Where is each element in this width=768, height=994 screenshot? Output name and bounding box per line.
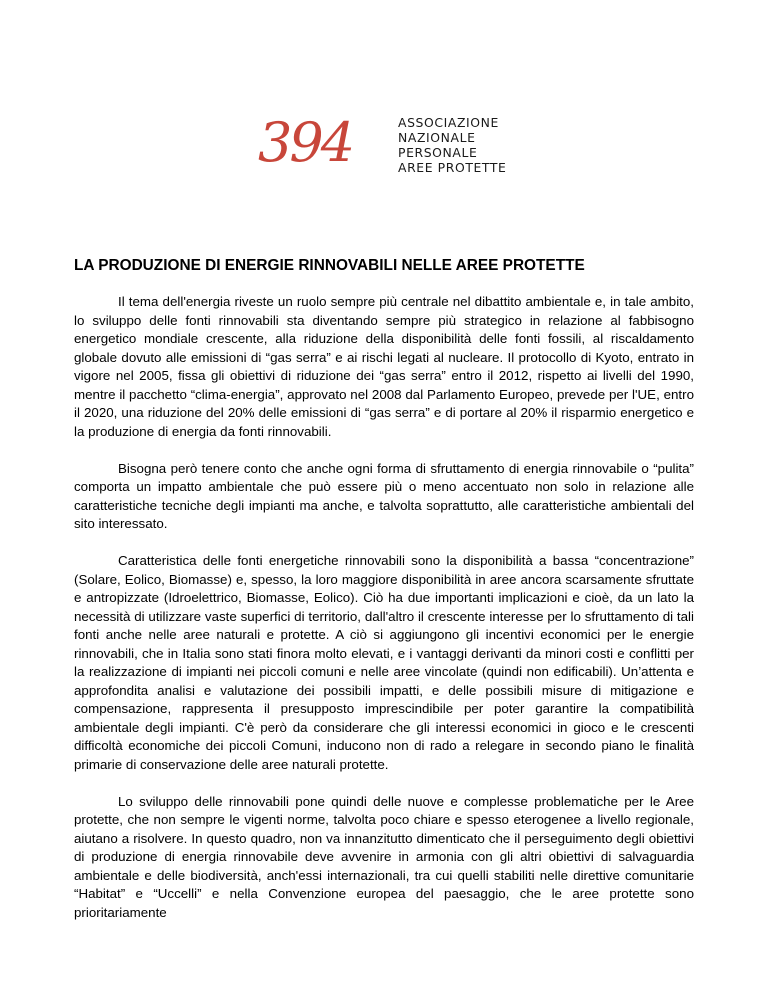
- logo-line-2: NAZIONALE: [398, 130, 476, 145]
- paragraph-1: Il tema dell'energia riveste un ruolo sempre più centrale nel dibattito ambientale e, in tale ambito, lo sviluppo delle fonti rinnovabili sta diventando sempre più strategico in relazione al fabbisogno energetico mondiale crescente, alla riduzione della disponibilità delle fonti fossili, al riscaldamento globale dovuto alle emissioni di “gas serra” e ai rischi legati al nucleare. Il protocollo di Kyoto, entrato in vigore nel 2005, fissa gli obiettivi di riduzione dei “gas serra” entro il 2012, rispetto ai livelli del 1990, mentre il pacchetto “clima-energia”, approvato nel 2008 dal Parlamento Europeo, prevede per l'UE, entro il 2020, una riduzione del 20% delle emissioni di “gas serra” e di portare al 20% il risparmio energetico e la produzione di energia da fonti rinnovabili.: [74, 294, 694, 439]
- logo-line-3: PERSONALE: [398, 145, 478, 160]
- logo-number: 394: [258, 111, 353, 174]
- logo-line-4: AREE PROTETTE: [398, 160, 507, 175]
- paragraph-3: Caratteristica delle fonti energetiche rinnovabili sono la disponibilità a bassa “concentrazione” (Solare, Eolico, Biomasse) e, spesso, la loro maggiore disponibilità in aree ancora scarsamente sfruttate e antropizzate (Idroelettrico, Biomasse, Eolico). Ciò ha due importanti implicazioni e cioè, da un lato la necessità di utilizzare vaste superfici di territorio, dall'altro il crescente interesse per lo sfruttamento di tali fonti anche nelle aree naturali e protette. A ciò si aggiungono gli incentivi economici per le energie rinnovabili, che in Italia sono stati finora molto elevati, e i vantaggi derivanti da minori costi e conflitti per la realizzazione di impianti nei piccoli comuni e nelle aree vincolate (quindi non edificabili). Un’attenta e approfondita analisi e valutazione dei possibili impatti, e delle possibili misure di mitigazione e compensazione, rappresenta il presupposto imprescindibile per poter garantire la compatibilità ambientale degli impianti. C'è però da considerare che gli interessi economici in gioco e le crescenti difficoltà economiche dei piccoli Comuni, inducono non di rado a relegare in secondo piano le finalità primarie di conservazione delle aree naturali protette.: [74, 553, 694, 772]
- paragraph-4: Lo sviluppo delle rinnovabili pone quindi delle nuove e complesse problematiche per le Aree protette, che non sempre le vigenti norme, talvolta poco chiare e spesso eterogenee a livello regionale, aiutano a risolvere. In questo quadro, non va innanzitutto dimenticato che il perseguimento degli obiettivi di produzione di energia rinnovabile deve avvenire in armonia con gli altri obiettivi di salvaguardia ambientale e delle biodiversità, anch'essi internazionali, tra cui quelli stabiliti nelle direttive comunitarie “Habitat” e “Uccelli” e nella Convenzione europea del paesaggio, che le aree protette sono prioritariamente: [74, 793, 694, 920]
- document-title: LA PRODUZIONE DI ENERGIE RINNOVABILI NELLE AREE PROTETTE: [74, 257, 585, 274]
- document-body: [74, 293, 694, 941]
- logo-wordmark: [398, 115, 506, 175]
- logo-line-1: ASSOCIAZIONE: [398, 115, 499, 130]
- paragraph-2: Bisogna però tenere conto che anche ogni forma di sfruttamento di energia rinnovabile o “pulita” comporta un impatto ambientale che può essere più o meno accentuato non solo in relazione alle caratteristiche tecniche degli impianti ma anche, e talvolta soprattutto, alle caratteristiche ambientali del sito interessato.: [74, 460, 694, 531]
- association-logo: [258, 112, 518, 178]
